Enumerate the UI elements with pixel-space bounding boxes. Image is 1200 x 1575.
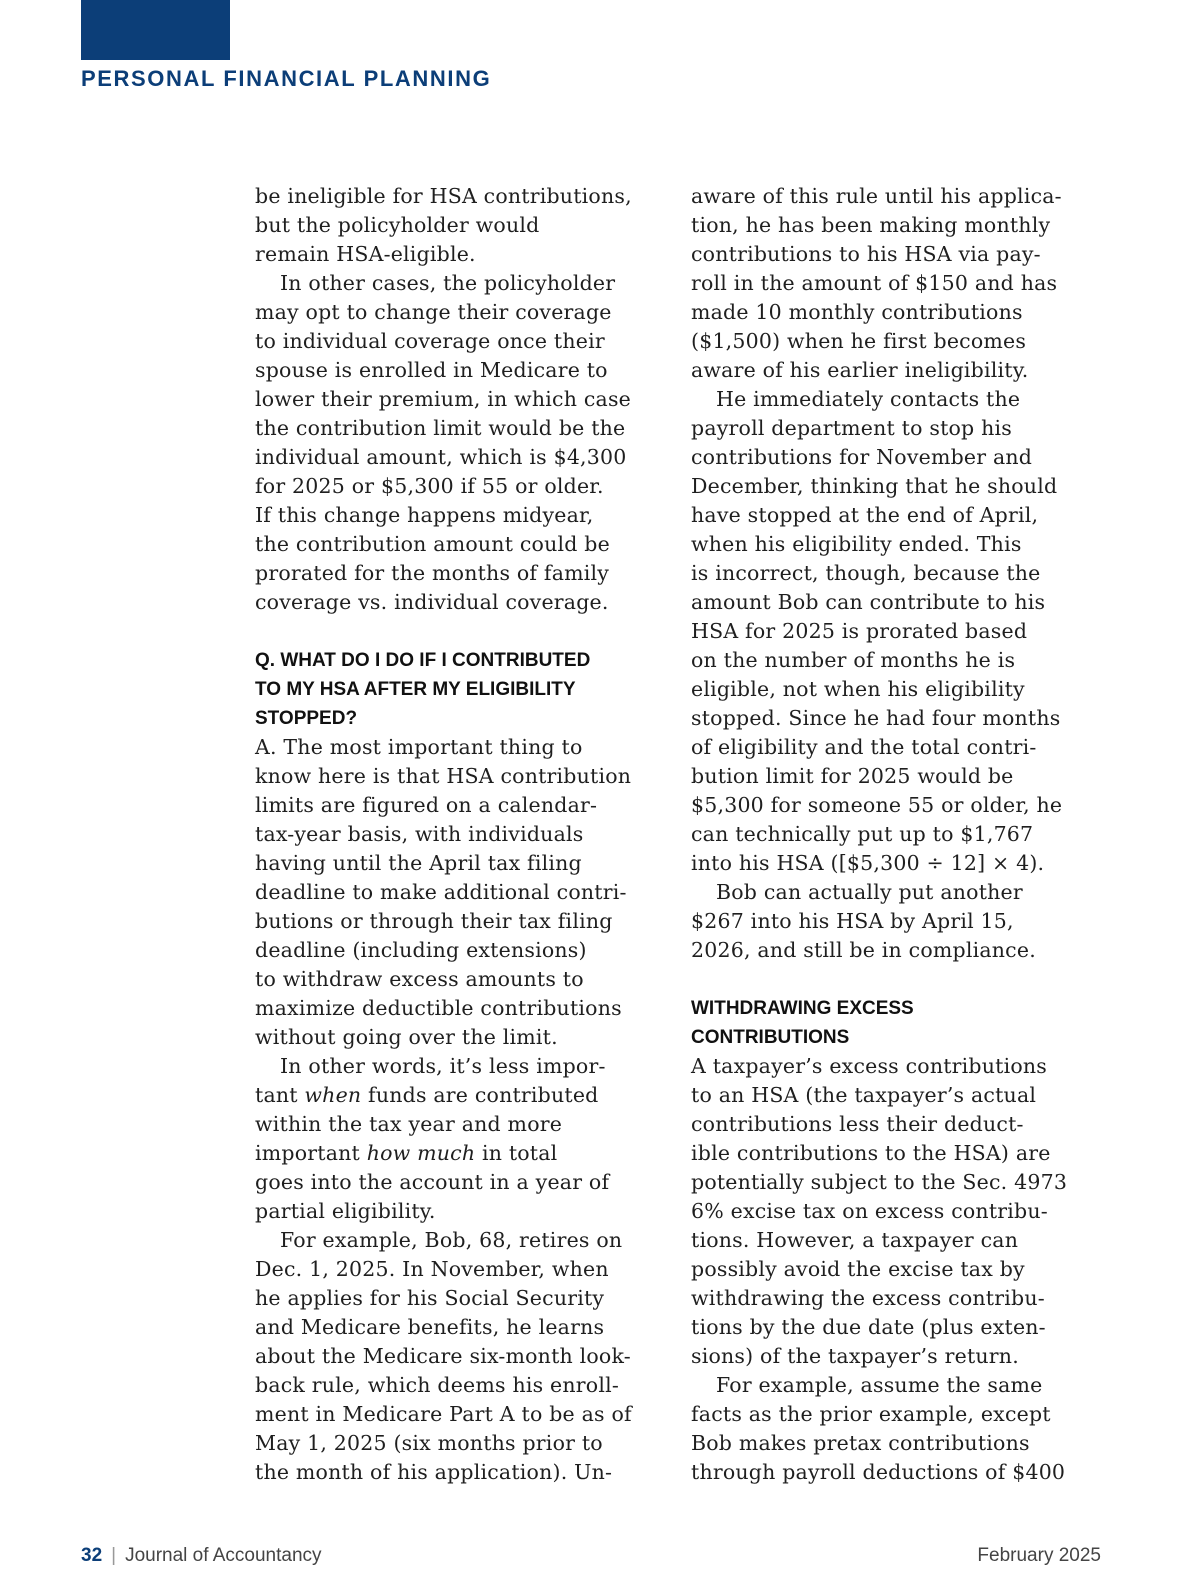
emphasis-when: when <box>304 1083 362 1107</box>
page-footer <box>81 1545 1101 1573</box>
emphasis-how-much: how much <box>366 1141 476 1165</box>
page-number: 32 <box>81 1545 103 1566</box>
right-column <box>691 182 1111 1487</box>
paragraph: He immediately contacts the payroll department to stop his contributions for November and December, thinking that he should have stopped at the end of April, when his eligibility ended. This is incorrect, though, because the amount Bob can contribute to his HSA for 2025 is prorated based on the number of months he is eligible, not when his eligibility stopped. Since he had four months of eligibility and the total contri- bution limit for 2025 would be $5,300 for someone 55 or older, he can technically put up to $1,767 into his HSA ([$5,300 ÷ 12] × 4). <box>691 387 1063 875</box>
issue-date: February 2025 <box>977 1545 1101 1566</box>
text-run: In other words, it’s less impor- tant <box>255 1054 606 1107</box>
publication-name: Journal of Accountancy <box>125 1545 322 1566</box>
text-run: in total goes into the account in a year of partial eligibility. <box>255 1141 610 1223</box>
paragraph <box>255 1052 655 1226</box>
text-run: funds are contributed within the tax year and more important <box>255 1083 599 1165</box>
paragraph: aware of this rule until his applica- tion, he has been making monthly contributions to his HSA via pay- roll in the amount of $150 and has made 10 monthly contributions ($1,500) when he first becomes aware of his earlier ineligibility. <box>691 184 1062 382</box>
paragraph: Bob can actually put another $267 into his HSA by April 15, 2026, and still be in compliance. <box>691 880 1036 962</box>
paragraph: be ineligible for HSA contributions, but the policyholder would remain HSA-eligible. <box>255 184 632 266</box>
question-heading: Q. WHAT DO I DO IF I CONTRIBUTED TO MY HSA AFTER MY ELIGIBILITY STOPPED? <box>255 650 591 729</box>
footer-separator: | <box>111 1545 117 1566</box>
left-column <box>255 182 655 1487</box>
paragraph: For example, assume the same facts as the prior example, except Bob makes pretax contributions through payroll deductions of $400 <box>691 1373 1066 1484</box>
paragraph: A. The most important thing to know here is that HSA contribution limits are figured on a calendar- tax-year basis, with individuals having until the April tax filing deadline to make additional contri- butions or through their tax filing deadline (including extensions) to withdraw excess amounts to maximize deductible contributions without going over the limit. <box>255 735 632 1049</box>
header-color-bar <box>81 0 230 60</box>
section-heading: WITHDRAWING EXCESS CONTRIBUTIONS <box>691 998 914 1048</box>
section-title: PERSONAL FINANCIAL PLANNING <box>81 66 492 91</box>
paragraph: For example, Bob, 68, retires on Dec. 1, 2025. In November, when he applies for his Social Security and Medicare benefits, he learns about the Medicare six-month look- back rule, which deems his enroll- ment in Medicare Part A to be as of May 1, 2025 (six months prior to the month of his application). Un- <box>255 1228 632 1484</box>
paragraph: A taxpayer’s excess contributions to an HSA (the taxpayer’s actual contributions less their deduct- ible contributions to the HSA) are potentially subject to the Sec. 4973 6% excise tax on excess contribu- tions. However, a taxpayer can possibly avoid the excise tax by withdrawing the excess contribu- tions by the due date (plus exten- sions) of the taxpayer’s return. <box>691 1054 1068 1368</box>
paragraph: In other cases, the policyholder may opt to change their coverage to individual coverage once their spouse is enrolled in Medicare to lower their premium, in which case the contribution limit would be the individual amount, which is $4,300 for 2025 or $5,300 if 55 or older. If this change happens midyear, the contribution amount could be prorated for the months of family coverage vs. individual coverage. <box>255 271 632 614</box>
